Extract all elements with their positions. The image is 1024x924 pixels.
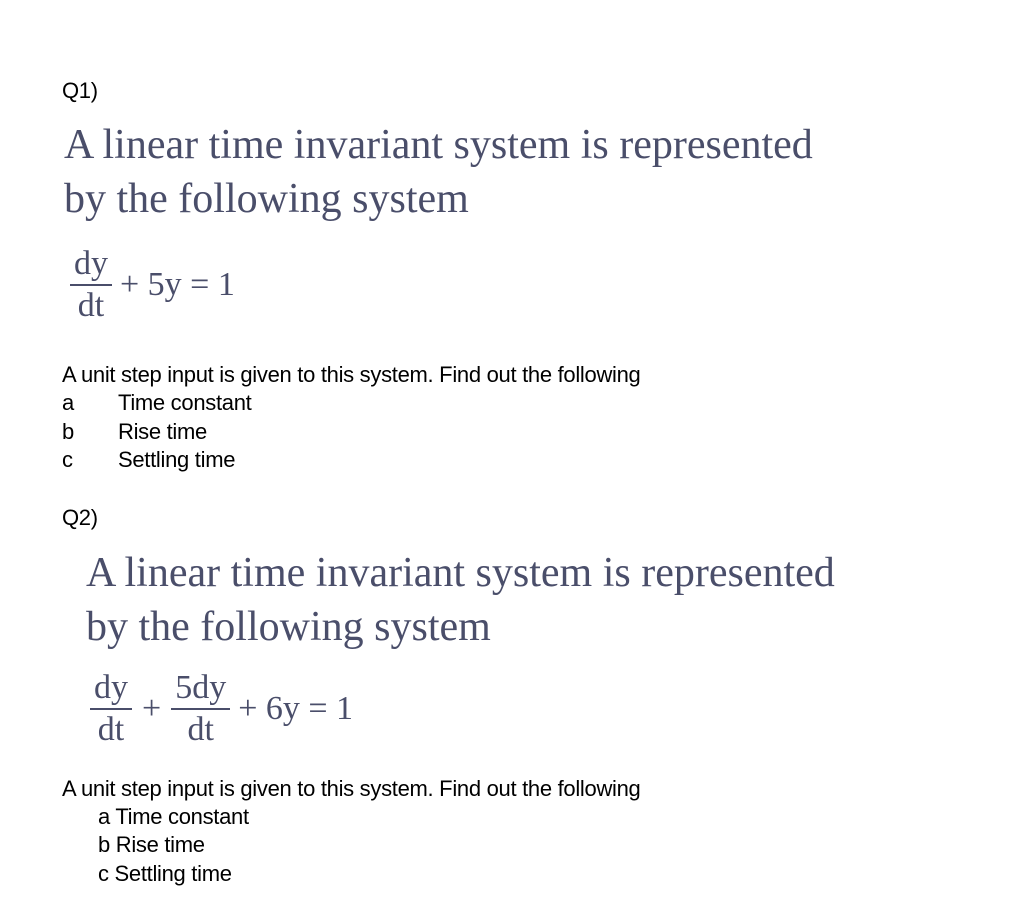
q1-item-b [62,419,207,445]
q1-item-text: Settling time [118,447,236,472]
q1-item-c [62,447,235,473]
q2-fraction-1-denominator: dt [97,711,125,748]
q2-item-b: b Rise time [98,832,205,857]
q1-prompt: A unit step input is given to this system. Find out the following [62,362,641,387]
q1-label: Q1) [62,78,98,103]
q1-item-letter: c [62,447,73,472]
q1-equation [70,244,235,326]
q2-prompt: A unit step input is given to this system. Find out the following [62,776,641,801]
q2-fraction-1-numerator: dy [94,669,128,706]
q2-fraction-2-numerator: 5dy [175,669,227,706]
q2-fraction-2-denominator: dt [187,711,214,748]
q2-fraction-2 [171,668,230,750]
q1-item-letter: b [62,419,74,444]
q1-fraction-numerator: dy [74,245,108,282]
q2-plus-operator: + [142,690,162,727]
q1-item-a [62,390,251,416]
q2-item-c: c Settling time [98,861,232,886]
q1-fraction-denominator: dt [77,287,105,324]
q1-heading-line2: by the following system [64,176,469,222]
q1-item-text: Rise time [118,419,207,444]
q1-item-letter: a [62,390,74,415]
q1-item-text: Time constant [118,390,252,415]
q2-heading-line1: A linear time invariant system is represented [86,550,835,596]
q1-fraction [70,244,112,326]
q1-equation-rest: + 5y = 1 [120,266,235,303]
q2-fraction-1 [90,668,132,750]
q1-heading-line1: A linear time invariant system is represented [64,122,813,168]
q2-item-a: a Time constant [98,804,249,829]
q2-label: Q2) [62,505,98,530]
q2-equation-rest: + 6y = 1 [238,690,354,727]
q2-equation [90,668,353,750]
q2-heading-line2: by the following system [86,604,491,650]
